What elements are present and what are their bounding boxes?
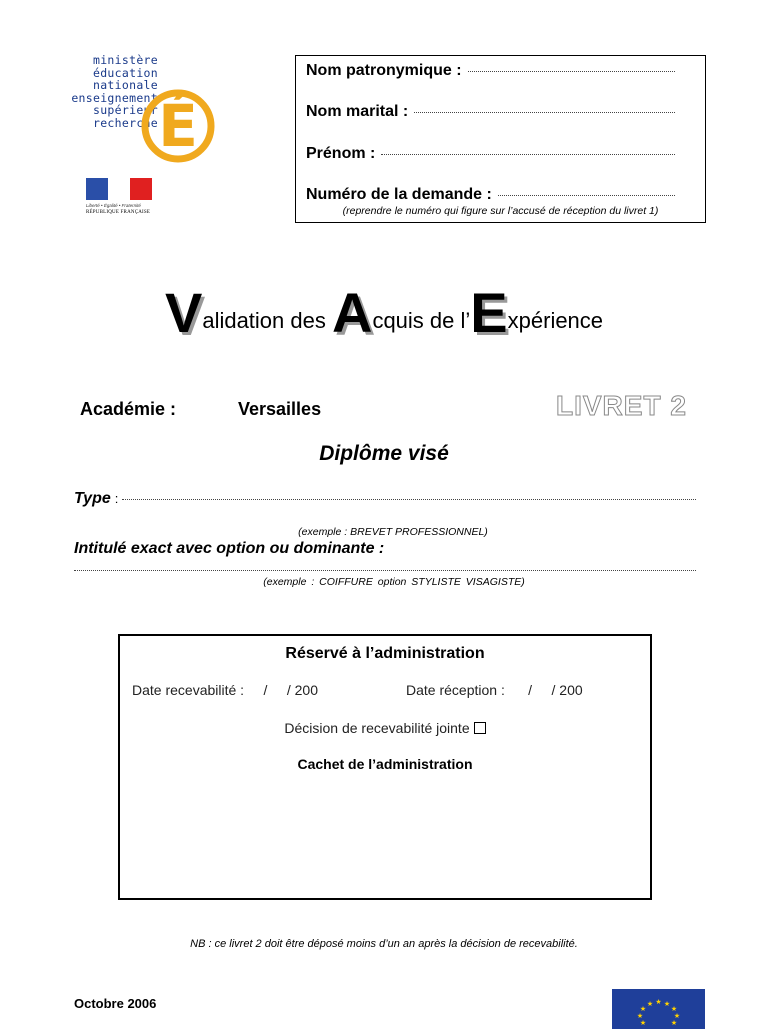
livret-badge: LIVRET 2 xyxy=(556,390,687,421)
title-part-2: cquis de l’ xyxy=(372,308,471,333)
logo-line: recherche xyxy=(92,115,158,130)
svg-text:★: ★ xyxy=(646,1000,654,1008)
date-reception: Date réception : / / 200 xyxy=(406,682,583,698)
page-title xyxy=(0,280,768,345)
academie-value: Versailles xyxy=(238,399,322,419)
republique-name: RÉPUBLIQUE FRANÇAISE xyxy=(86,210,151,215)
type-colon: : xyxy=(114,491,119,506)
identity-box xyxy=(295,55,706,223)
title-letter-a: A xyxy=(331,281,373,344)
numero-demande-note: (reprendre le numéro qui figure sur l’accusé de réception du livret 1) xyxy=(342,205,659,217)
nom-patronymique-row xyxy=(306,62,675,80)
type-label: Type xyxy=(74,490,111,507)
svg-text:★: ★ xyxy=(655,998,662,1006)
nom-patronymique-field[interactable] xyxy=(468,71,675,72)
numero-demande-label: Numéro de la demande : xyxy=(306,186,492,203)
type-field[interactable] xyxy=(122,499,696,500)
prenom-label: Prénom : xyxy=(306,145,376,162)
republique-motto: Liberté • Égalité • Fraternité xyxy=(86,203,141,208)
republique-francaise-logo xyxy=(86,178,154,215)
logo-letter: É xyxy=(158,92,198,160)
decision-label: Décision de recevabilité jointe xyxy=(284,720,470,736)
title-letter-v: V xyxy=(164,281,203,344)
nom-marital-row xyxy=(306,103,675,121)
numero-demande-field[interactable] xyxy=(498,195,675,196)
title-letter-e: E xyxy=(470,281,508,344)
date-recevabilite: Date recevabilité : / / 200 xyxy=(132,682,318,698)
logo-line: enseignement xyxy=(71,90,158,105)
french-flag-icon xyxy=(86,178,152,200)
diplome-heading: Diplôme visé xyxy=(319,442,449,465)
svg-text:★: ★ xyxy=(670,1019,678,1027)
ministry-e-logo-icon xyxy=(138,70,216,166)
svg-text:★: ★ xyxy=(636,1012,644,1020)
decision-row xyxy=(120,720,650,736)
numero-demande-row xyxy=(306,186,675,204)
logo-line: éducation xyxy=(92,65,158,80)
eu-flag-icon xyxy=(612,989,705,1029)
footer-date: Octobre 2006 xyxy=(74,996,157,1011)
nom-marital-label: Nom marital : xyxy=(306,103,409,120)
svg-text:★: ★ xyxy=(673,1012,681,1020)
intitule-label: Intitulé exact avec option ou dominante : xyxy=(74,540,385,557)
title-part-3: xpérience xyxy=(507,308,604,333)
admin-title: Réservé à l’administration xyxy=(285,645,485,662)
nom-marital-field[interactable] xyxy=(414,112,675,113)
type-example: (exemple : BREVET PROFESSIONNEL) xyxy=(298,526,488,538)
type-row xyxy=(74,490,696,508)
title-part-1: alidation des xyxy=(202,308,332,333)
admin-box xyxy=(118,634,652,900)
prenom-row xyxy=(306,145,675,163)
cachet-label: Cachet de l’administration xyxy=(297,756,473,772)
svg-text:★: ★ xyxy=(639,1005,647,1013)
logo-line: nationale xyxy=(92,78,158,92)
nb-note: NB : ce livret 2 doit être déposé moins d’un an après la décision de recevabilité. xyxy=(190,938,578,950)
svg-text:★: ★ xyxy=(639,1019,647,1027)
logo-line: supérieur xyxy=(92,103,158,117)
intitule-example: (exemple : COIFFURE option STYLISTE VISAGISTE) xyxy=(263,576,525,588)
logo-line: ministère xyxy=(92,53,158,67)
svg-text:★: ★ xyxy=(663,1000,671,1008)
decision-checkbox[interactable] xyxy=(474,722,486,734)
intitule-field[interactable] xyxy=(74,570,696,571)
nom-patronymique-label: Nom patronymique : xyxy=(306,62,462,79)
prenom-field[interactable] xyxy=(381,154,675,155)
svg-text:★: ★ xyxy=(670,1005,678,1013)
academie-label: Académie : xyxy=(80,399,177,419)
